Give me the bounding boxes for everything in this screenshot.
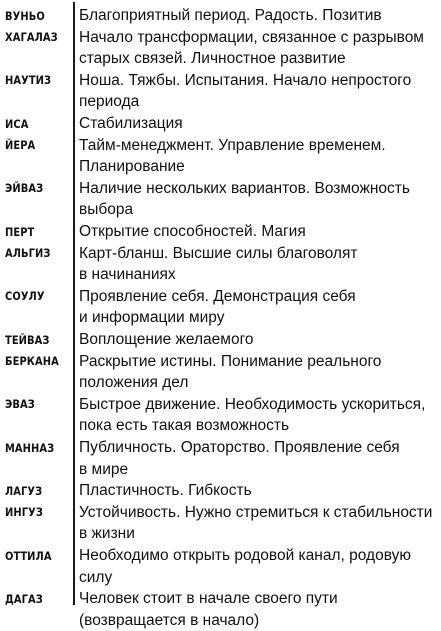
- description-line: Проявление себя. Демонстрация себя: [79, 287, 356, 305]
- description-line: Необходимо открыть родовой канал, родовую: [79, 547, 411, 564]
- rune-name: ТЕЙВАЗ: [5, 332, 50, 347]
- rune-description: [79, 135, 439, 178]
- description-line: Человек стоит в начале своего пути: [79, 590, 338, 608]
- rune-description: [79, 394, 439, 437]
- rune-description: [79, 5, 439, 27]
- rune-description: [79, 329, 439, 351]
- description-line: Открытие способностей. Магия: [79, 223, 306, 240]
- rune-description: [79, 437, 439, 480]
- rune-description: [79, 351, 439, 394]
- rune-description: [79, 178, 439, 221]
- description-line: (возвращается в начало): [79, 611, 260, 629]
- description-line: Пластичность. Гибкость: [79, 482, 252, 500]
- rune-description: [79, 286, 439, 329]
- description-line: Устойчивость. Нужно стремиться к стабильности: [79, 503, 433, 521]
- description-line: пока есть такая возможность: [79, 417, 290, 435]
- description-line: Быстрое движение. Необходимость ускориться,: [79, 395, 426, 413]
- description-line: старых связей. Личностное развитие: [79, 50, 346, 68]
- rune-name: ЙЕРА: [5, 138, 36, 153]
- rune-description: [79, 113, 439, 135]
- rune-description: [79, 70, 439, 113]
- description-line: и информации миру: [79, 309, 225, 327]
- rune-name: СОУЛУ: [5, 289, 45, 304]
- description-line: Начало трансформации, связанное с разрывом: [79, 28, 424, 46]
- rune-name: БЕРКАНА: [5, 354, 59, 369]
- rune-name: МАННАЗ: [5, 440, 55, 455]
- description-line: Воплощение желаемого: [79, 331, 254, 348]
- description-line: положения дел: [79, 374, 189, 392]
- rune-name: ВУНЬО: [5, 8, 45, 23]
- description-line: Тайм-менеджмент. Управление временем.: [79, 136, 386, 154]
- rune-name: ИСА: [5, 116, 29, 131]
- rune-description: [79, 27, 439, 70]
- rune-description: [79, 243, 439, 286]
- rune-description: [79, 588, 439, 631]
- description-line: периода: [79, 93, 140, 111]
- rune-description: [79, 221, 439, 243]
- rune-name: ЛАГУЗ: [5, 483, 43, 498]
- description-line: в мире: [79, 460, 129, 478]
- rune-name: ДАГАЗ: [5, 591, 43, 606]
- description-line: Стабилизация: [79, 115, 183, 132]
- description-line: Карт-бланш. Высшие силы благоволят: [79, 244, 358, 262]
- description-line: Благоприятный период. Радость. Позитив: [79, 7, 382, 24]
- description-line: в жизни: [79, 525, 135, 543]
- rune-description: [79, 545, 439, 588]
- column-divider: [73, 2, 75, 605]
- description-line: Раскрытие истины. Понимание реального: [79, 352, 382, 370]
- description-line: Планирование: [79, 158, 185, 176]
- description-line: силу: [79, 568, 113, 586]
- rune-description: [79, 480, 439, 502]
- description-line: Наличие нескольких вариантов. Возможность: [79, 179, 410, 197]
- rune-name: ЭЙВАЗ: [5, 181, 44, 196]
- rune-name: ПЕРТ: [5, 224, 35, 239]
- description-line: Ноша. Тяжбы. Испытания. Начало непростого: [79, 71, 412, 89]
- description-line: выбора: [79, 201, 134, 219]
- rune-name: ОТТИЛА: [5, 548, 52, 563]
- description-line: Публичность. Ораторство. Проявление себя: [79, 439, 400, 456]
- description-line: в начинаниях: [79, 266, 176, 284]
- rune-name: ЭВАЗ: [5, 397, 35, 412]
- rune-name: АЛЬГИЗ: [5, 246, 51, 261]
- rune-name: ИНГУЗ: [5, 505, 43, 520]
- rune-name: ХАГАЛАЗ: [5, 30, 58, 45]
- rune-description: [79, 502, 439, 545]
- rune-name: НАУТИЗ: [5, 73, 52, 88]
